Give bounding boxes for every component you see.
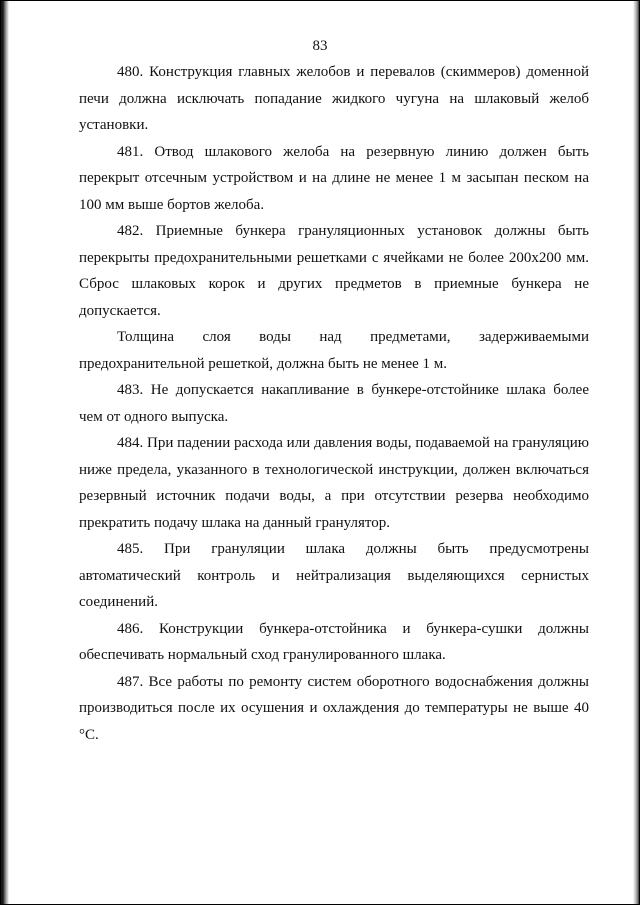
paragraph-481: 481. Отвод шлакового желоба на резервную линию должен быть перекрыт отсечным устройством и на длине не менее 1 м засыпан песком на 100 мм выше бортов желоба. (79, 143, 589, 213)
paragraph-487: 487. Все работы по ремонту систем оборотного водоснабжения должны производиться после их осушения и охлаждения до температуры не выше 40 °С. (79, 673, 589, 743)
page-number: 83 (312, 38, 328, 54)
paragraph-484: 484. При падении расхода или давления воды, подаваемой на грануляцию ниже предела, указанного в технологической инструкции, должен включаться резервный источник подачи воды, а при отсутствии резерва необходимо прекратить подачу шлака на данный гранулятор. (79, 435, 589, 531)
document-body (79, 59, 589, 748)
scan-edge-left (1, 1, 9, 904)
paragraph-483: 483. Не допускается накапливание в бункере-отстойнике шлака более чем от одного выпуска. (79, 382, 589, 425)
paragraph-486: 486. Конструкции бункера-отстойника и бункера-сушки должны обеспечивать нормальный сход гранулированного шлака. (79, 620, 589, 663)
paragraph-482: 482. Приемные бункера грануляционных установок должны быть перекрыты предохранительными решетками с ячейками не более 200x200 мм. Сброс шлаковых корок и других предметов в приемные бункера не допускается. (79, 223, 589, 319)
paragraph-485: 485. При грануляции шлака должны быть предусмотрены автоматический контроль и нейтрализация выделяющихся сернистых соединений. (79, 541, 589, 610)
paragraph-482-note: Толщина слоя воды над предметами, задерживаемыми предохранительной решеткой, должна быть не менее 1 м. (79, 329, 589, 372)
scan-edge-right (633, 1, 639, 904)
paragraph-480: 480. Конструкция главных желобов и перевалов (скиммеров) доменной печи должна исключать попадание жидкого чугуна на шлаковый желоб установки. (79, 64, 589, 133)
